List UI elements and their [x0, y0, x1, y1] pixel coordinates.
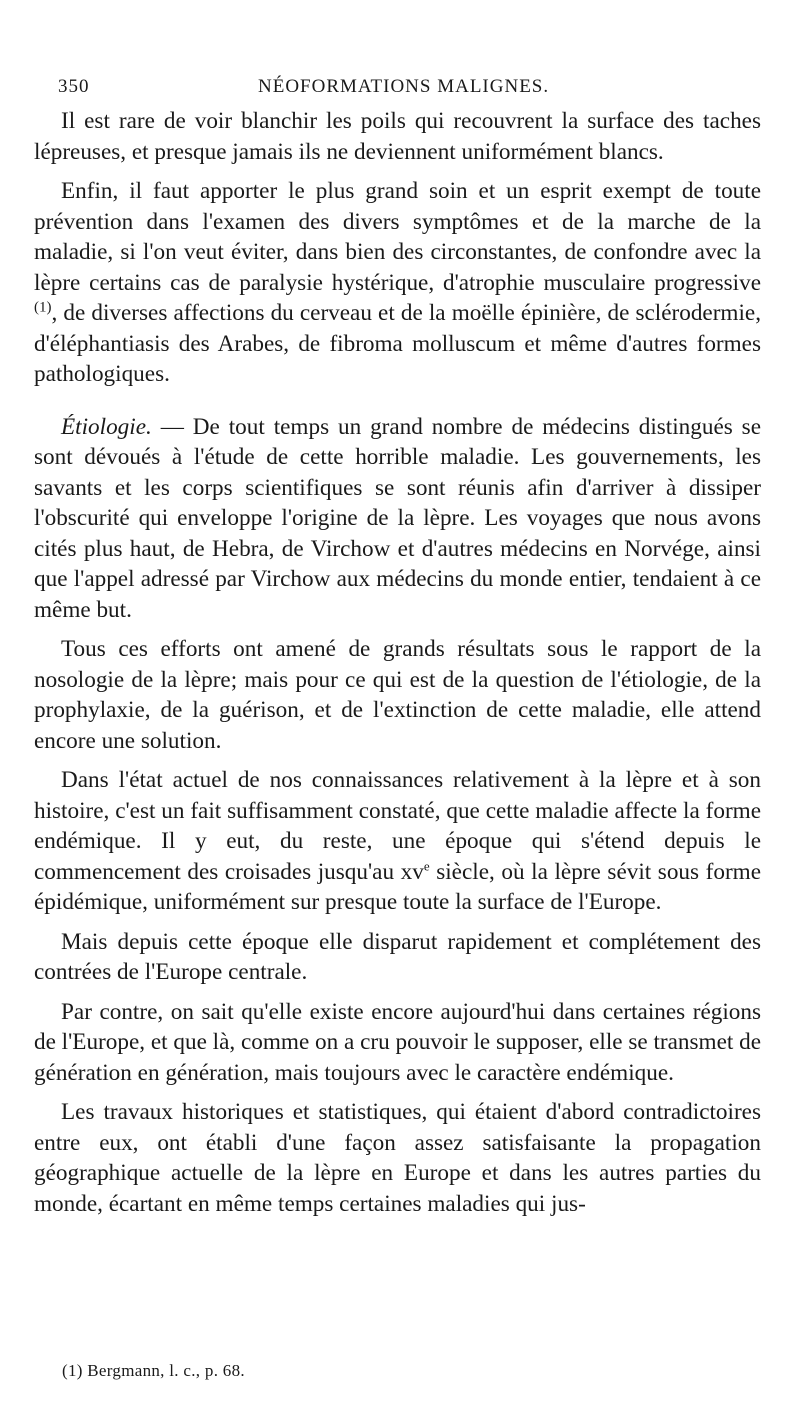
- footnote: (1) Bergmann, l. c., p. 68.: [62, 1361, 245, 1380]
- page-number: 350: [58, 76, 90, 97]
- century-superscript: e: [423, 857, 430, 873]
- paragraph-8: Les travaux historiques et statistiques, qui étaient d'abord contradictoires entre eux, ont établi d'une façon assez satisfaisante la propagation géographique actuelle de la lèpre en Europe et dans les autres parties du monde, écartant en même temps certaines maladies qui jus-: [34, 1099, 761, 1217]
- section-heading: Étiologie.: [61, 413, 152, 440]
- paragraph-4: Tous ces efforts ont amené de grands résultats sous le rapport de la nosologie de la lèpre; mais pour ce qui est de la question de l'étiologie, de la prophylaxie, de la guérison, et de l'extinction de cette maladie, elle attend encore une solution.: [34, 636, 761, 754]
- paragraph-1: Il est rare de voir blanchir les poils qui recouvrent la surface des taches lépreuses, et presque jamais ils ne deviennent uniformément blancs.: [34, 108, 761, 165]
- paragraph-2-text-b: , de diverses affections du cerveau et de la moëlle épinière, de sclérodermie, d'éléphantiasis des Arabes, de fibroma molluscum et même d'autres formes pathologiques.: [34, 300, 761, 387]
- paragraph-7: Par contre, on sait qu'elle existe encore aujourd'hui dans certaines régions de l'Europe, et que là, comme on a cru pouvoir le supposer, elle se transmet de génération en génération, mais toujours avec le caractère endémique.: [34, 998, 761, 1086]
- paragraph-2-text-a: Enfin, il faut apporter le plus grand soin et un esprit exempt de toute prévention dans l'examen des divers symptômes et de la marche de la maladie, si l'on veut éviter, dans bien des circonstantes, de confondre avec la lèpre certains cas de paralysie hystérique, d'atrophie musculaire progressive: [34, 178, 761, 296]
- paragraph-3-text: — De tout temps un grand nombre de médecins distingués se sont dévoués à l'étude de cette horrible maladie. Les gouvernements, les savants et les corps scientifiques se sont réunis afin d'arriver à dissiper l'obscurité qui enveloppe l'origine de la lèpre. Les voyages que nous avons cités plus haut, de Hebra, de Virchow et d'autres médecins en Norvége, ainsi que l'appel adressé par Virchow aux médecins du monde entier, tendaient à ce même but.: [34, 413, 761, 623]
- page-body: [34, 106, 761, 1219]
- paragraph-5-text-b: siècle, où la lèpre sévit sous forme épidémique, uniformément sur presque toute la surface de l'Europe.: [34, 858, 761, 915]
- paragraph-5-text-a: Dans l'état actuel de nos connaissances relativement à la lèpre et à son histoire, c'est un fait suffisamment constaté, que cette maladie affecte la forme endémique. Il y eut, du reste, une époque qui s'étend depuis le commencement des croisades jusqu'au xv: [34, 767, 761, 885]
- footnote-reference: (1): [34, 299, 52, 316]
- page-header: [58, 76, 758, 102]
- paragraph-etiologie: [34, 412, 761, 626]
- paragraph-6: Mais depuis cette époque elle disparut rapidement et complétement des contrées de l'Europe centrale.: [34, 928, 761, 985]
- paragraph-5: [34, 765, 761, 918]
- paragraph-2: [34, 176, 761, 390]
- running-title: NÉOFORMATIONS MALIGNES.: [258, 76, 550, 97]
